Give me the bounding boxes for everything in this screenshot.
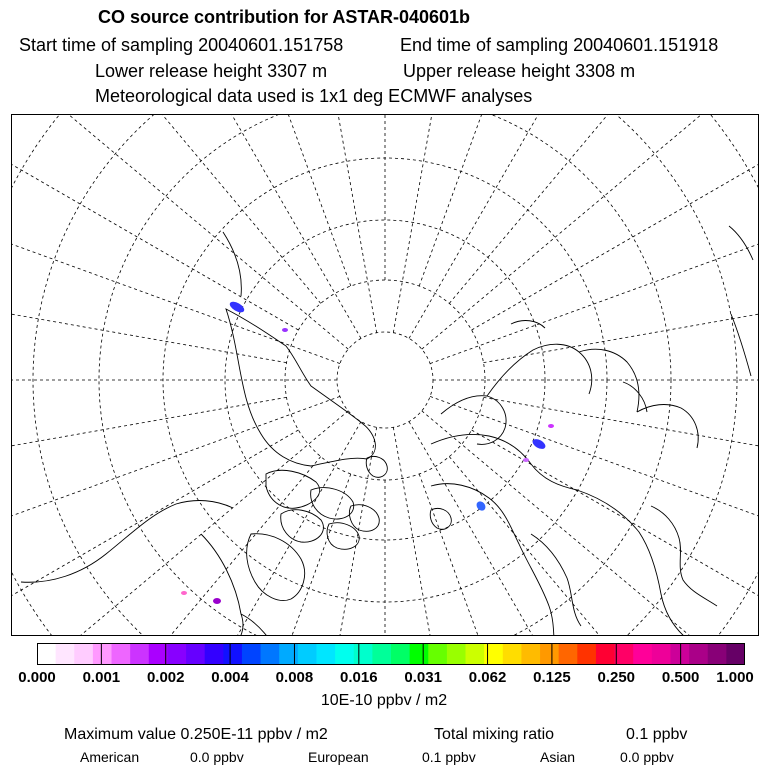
colorbar-swatch (596, 643, 615, 665)
colorbar-swatch (652, 643, 671, 665)
colorbar-swatch (726, 643, 745, 665)
latitude-circle (11, 114, 759, 636)
lower-height-label: Lower release height 3307 m (95, 61, 328, 81)
meridian-line (419, 474, 693, 636)
colorbar-tick-label: 0.004 (211, 669, 249, 686)
colorbar-swatch (391, 643, 410, 665)
colorbar-tick-label: 0.000 (18, 669, 56, 686)
colorbar-swatch (112, 643, 131, 665)
colorbar-tick-label: 0.500 (661, 669, 700, 686)
meridian-line (77, 474, 351, 636)
colorbar-swatch (521, 643, 540, 665)
start-time-label: Start time of sampling 20040601.151758 (19, 35, 344, 55)
hotspot-8 (213, 598, 221, 604)
latitude-circle (337, 332, 433, 428)
meridian-line (11, 396, 340, 636)
meridian-line (449, 457, 759, 636)
colorbar-swatch (93, 643, 112, 665)
meridian-line (11, 422, 361, 636)
colorbar-swatch (466, 643, 485, 665)
meridian-line (409, 114, 759, 338)
meridian-line (11, 224, 287, 363)
map-title: CO source contribution for ASTAR-040601b (98, 7, 471, 27)
colorbar-swatch (689, 643, 708, 665)
colorbar-swatch (447, 643, 466, 665)
meridian-line (229, 114, 377, 333)
meridian-line (393, 114, 541, 333)
colorbar-tick-label: 0.002 (146, 669, 185, 686)
colorbar-swatch (167, 643, 186, 665)
colorbar-swatch (56, 643, 75, 665)
colorbar-tick-label: 0.008 (275, 669, 314, 686)
meridian-line (472, 114, 759, 330)
polar-map (11, 114, 759, 636)
asian-label: Asian (540, 749, 576, 765)
meridian-line (393, 427, 541, 636)
colorbar-tick-label: 0.062 (468, 669, 507, 686)
colorbar-swatch (223, 643, 242, 665)
meridian-line (419, 114, 693, 286)
max-value-label: Maximum value 0.250E-11 ppbv / m2 (64, 726, 328, 743)
meridian-line (11, 411, 348, 636)
european-value: 0.1 ppbv (422, 749, 476, 765)
colorbar-swatch (261, 643, 280, 665)
colorbar-swatch (670, 643, 689, 665)
meridian-line (11, 114, 340, 364)
colorbar-swatch (577, 643, 596, 665)
meridian-line (11, 114, 321, 303)
meridian-line (449, 114, 759, 303)
european-label: European (308, 749, 369, 765)
colorbar-tick-label: 1.000 (716, 669, 754, 686)
colorbar-swatch (186, 643, 205, 665)
met-data-label: Meteorological data used is 1x1 deg ECMWF analyses (95, 86, 533, 106)
colorbar-swatch (708, 643, 727, 665)
colorbar-swatch (74, 643, 93, 665)
meridian-line (483, 224, 759, 363)
upper-height-label: Upper release height 3308 m (403, 61, 636, 81)
meridian-line (11, 114, 298, 330)
latitude-circle (11, 114, 759, 636)
colorbar (37, 643, 745, 665)
american-value: 0.0 ppbv (190, 749, 244, 765)
meridian-line (409, 422, 759, 636)
hotspot-6 (523, 458, 529, 462)
meridian-line (483, 397, 759, 536)
total-mixing-value: 0.1 ppbv (626, 726, 688, 743)
colorbar-swatch (316, 643, 335, 665)
colorbar-swatch (335, 643, 354, 665)
latitude-circle (99, 114, 671, 636)
hotspot-1 (228, 300, 246, 315)
colorbar-swatch (37, 643, 56, 665)
colorbar-swatch (279, 643, 298, 665)
colorbar-tick-label: 0.016 (340, 669, 378, 686)
meridian-line (11, 114, 348, 349)
latitude-circle (33, 114, 737, 636)
colorbar-swatch (354, 643, 373, 665)
colorbar-swatch (372, 643, 391, 665)
meridian-line (422, 411, 759, 636)
hotspot-5 (475, 500, 488, 513)
asian-value: 0.0 ppbv (620, 749, 674, 765)
colorbar-swatch (559, 643, 578, 665)
concentration-hotspots (181, 300, 554, 604)
latitude-circle (285, 280, 485, 480)
colorbar-swatch (615, 643, 634, 665)
colorbar-tick-label: 0.001 (82, 669, 121, 686)
total-mixing-label: Total mixing ratio (434, 726, 555, 743)
colorbar-tick-label: 0.250 (597, 669, 636, 686)
meridian-line (11, 114, 361, 338)
graticule (11, 114, 759, 636)
colorbar-swatch (149, 643, 168, 665)
meridian-line (77, 114, 351, 286)
hotspot-2 (282, 328, 288, 332)
colorbar-swatch (410, 643, 429, 665)
meridian-line (11, 397, 287, 536)
colorbar-swatch (633, 643, 652, 665)
colorbar-swatch (484, 643, 503, 665)
colorbar-swatch (540, 643, 559, 665)
hotspot-7 (181, 591, 187, 595)
colorbar-swatch (130, 643, 149, 665)
colorbar-swatch (503, 643, 522, 665)
colorbar-swatch (298, 643, 317, 665)
end-time-label: End time of sampling 20040601.151918 (400, 35, 719, 55)
colorbar-swatch (205, 643, 224, 665)
meridian-line (11, 457, 321, 636)
meridian-line (430, 114, 759, 364)
colorbar-swatch (428, 643, 447, 665)
colorbar-unit-label: 10E-10 ppbv / m2 (320, 692, 448, 709)
hotspot-4 (548, 424, 554, 428)
american-label: American (80, 749, 140, 765)
colorbar-swatch (242, 643, 261, 665)
colorbar-tick-label: 0.125 (533, 669, 571, 686)
meridian-line (422, 114, 759, 349)
colorbar-tick-label: 0.031 (404, 669, 442, 686)
